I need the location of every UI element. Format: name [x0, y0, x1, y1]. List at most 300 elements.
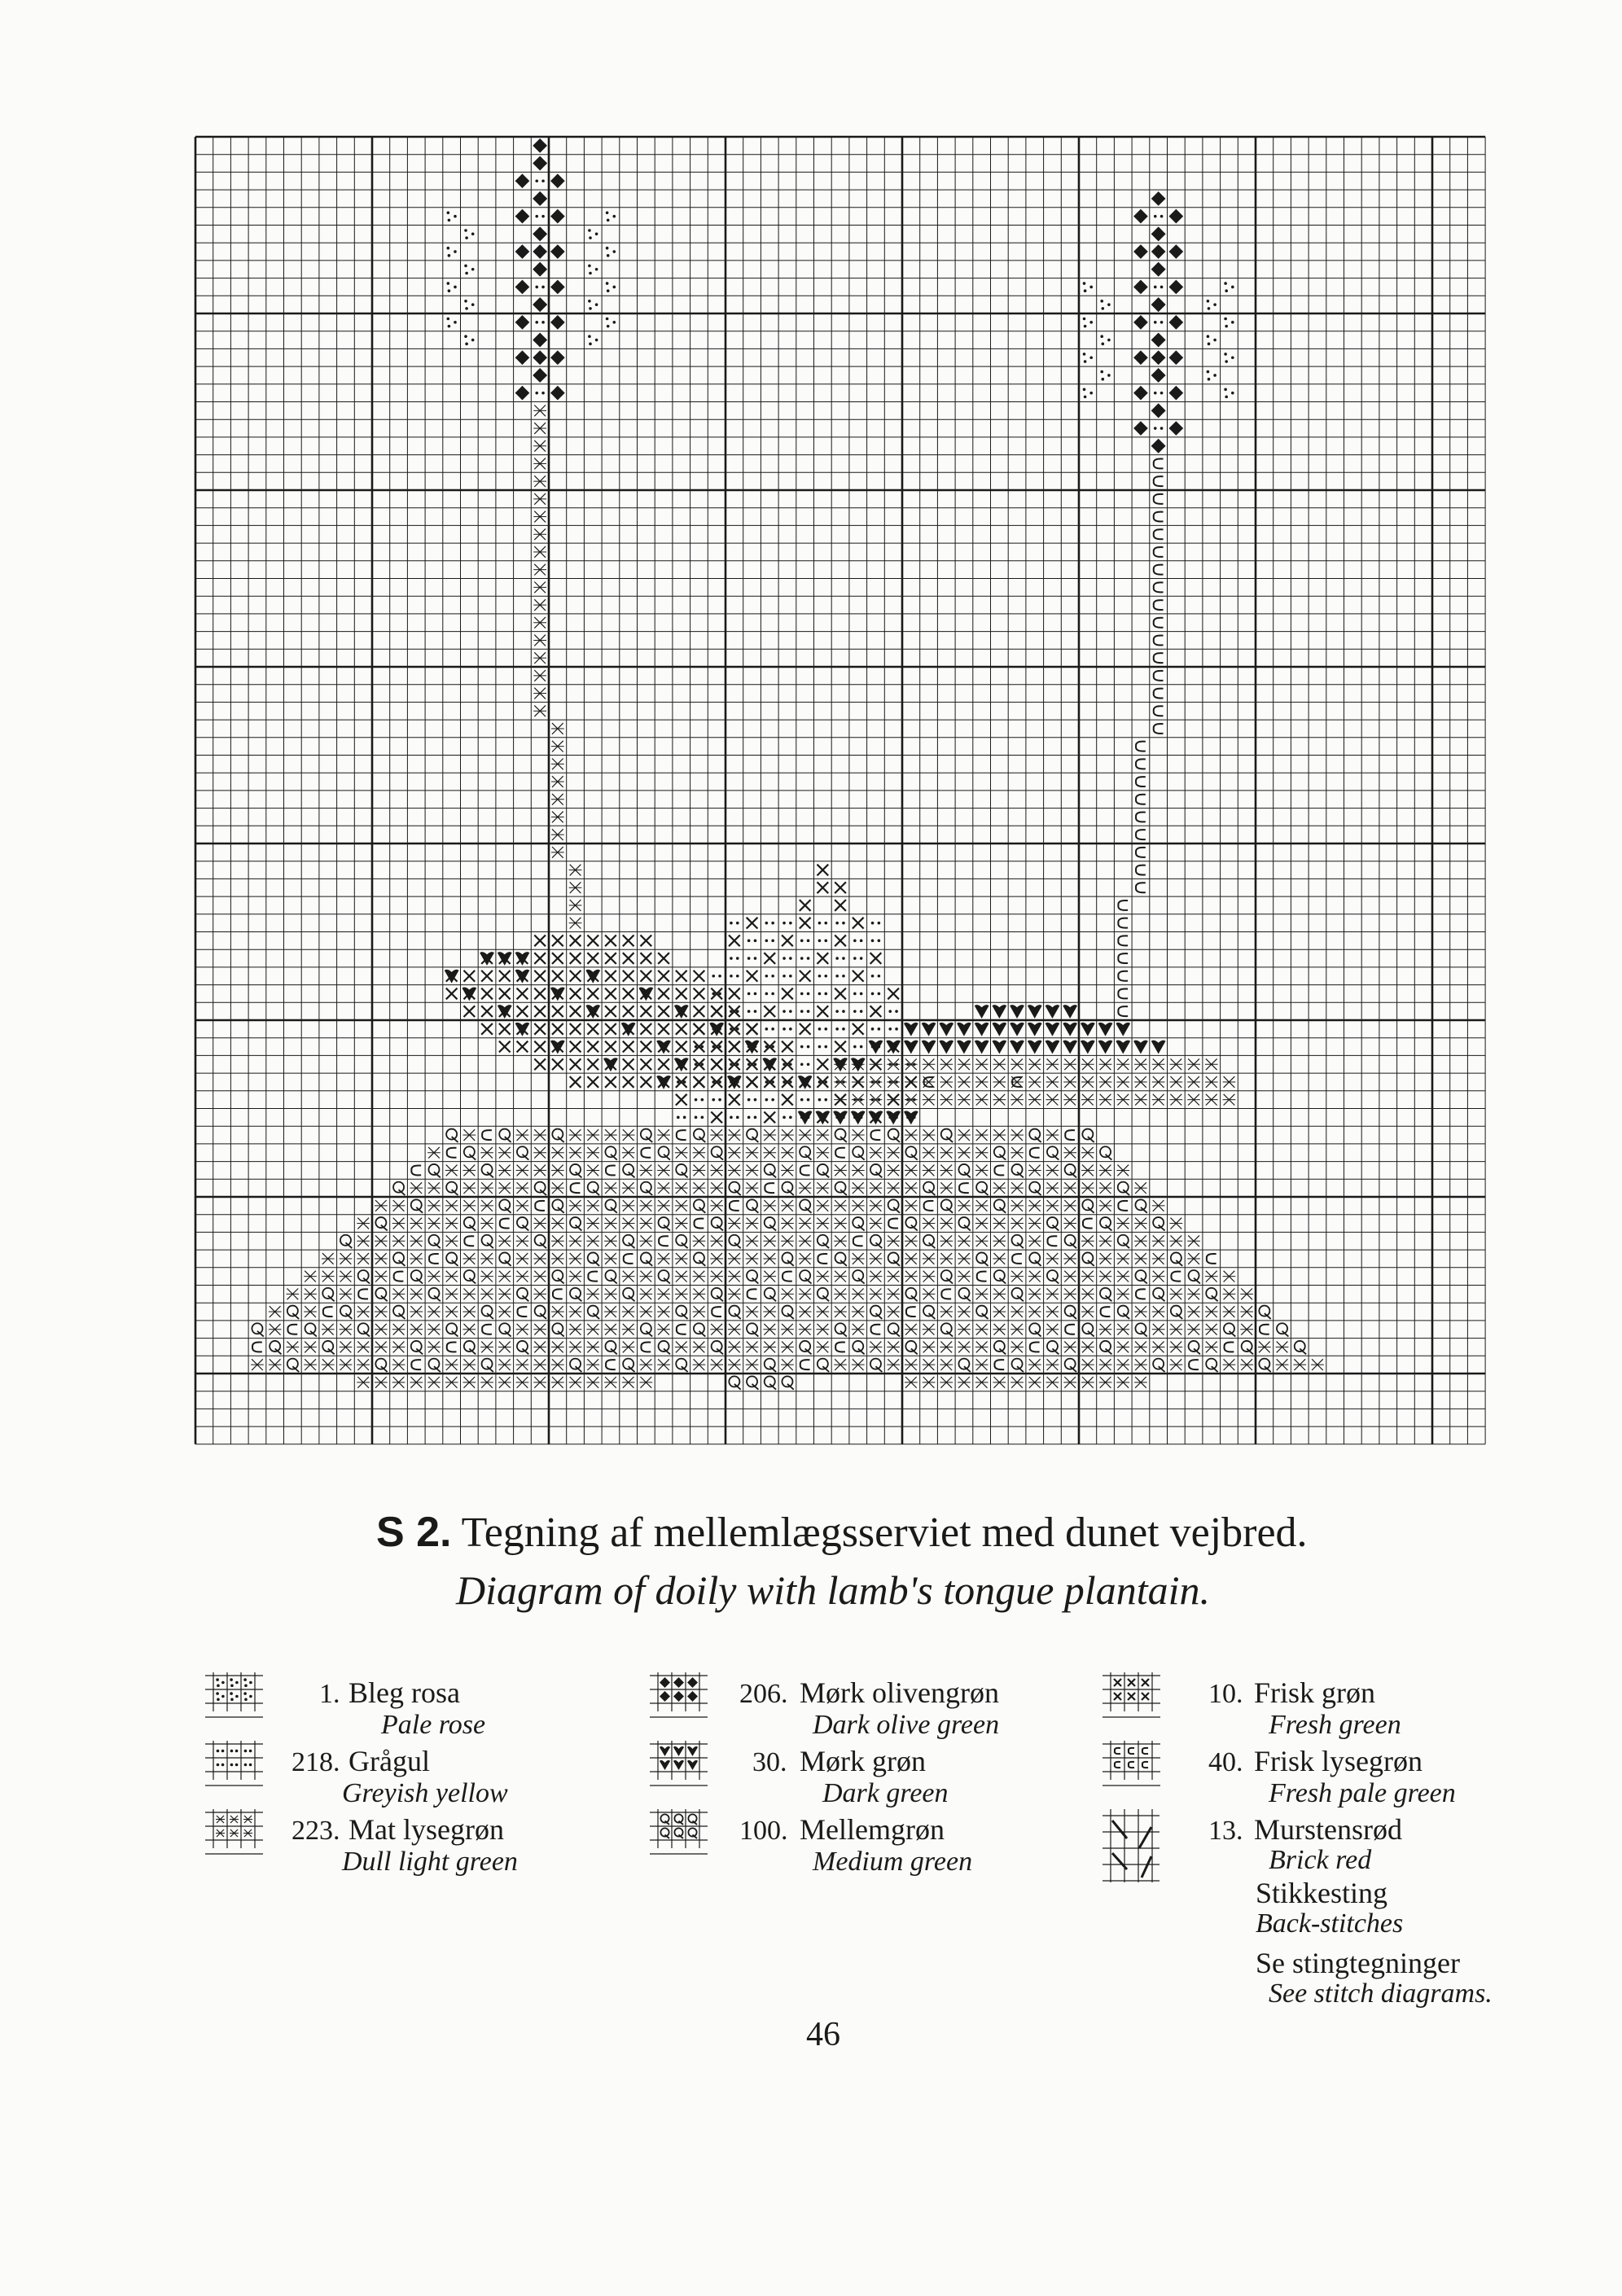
stitch-mark: [888, 1252, 900, 1265]
stitch-mark: [498, 1182, 511, 1194]
stitch-mark: [781, 1342, 794, 1353]
stitch-mark: [1133, 386, 1148, 401]
stitch-mark: [464, 1341, 476, 1354]
stitch-mark: [515, 386, 530, 401]
stitch-mark: [871, 940, 880, 943]
stitch-mark: [1010, 1306, 1024, 1317]
stitch-mark: [1116, 1342, 1129, 1353]
stitch-mark: [799, 1324, 812, 1335]
stitch-mark: [375, 1217, 387, 1230]
stitch-mark: [1081, 1023, 1095, 1036]
stitch-mark: [800, 1023, 811, 1035]
stitch-mark: [1136, 883, 1146, 892]
stitch-mark: [922, 1041, 936, 1054]
stitch-mark: [605, 1006, 616, 1017]
stitch-mark: [1223, 1094, 1236, 1106]
stitch-mark: [729, 1235, 740, 1248]
stitch-mark: [641, 971, 652, 982]
stitch-mark: [570, 953, 581, 964]
stitch-mark: [1010, 1324, 1024, 1335]
stitch-mark: [1029, 1252, 1041, 1265]
stitch-mark: [392, 1200, 406, 1212]
stitch-mark: [799, 1289, 812, 1300]
stitch-mark: [1134, 1359, 1147, 1370]
stitch-mark: [1187, 1324, 1200, 1335]
stitch-mark: [464, 1146, 476, 1159]
stitch-mark: [1223, 1076, 1236, 1088]
stitch-mark: [993, 1306, 1006, 1317]
stitch-mark: [781, 1359, 794, 1370]
stitch-mark: [1223, 1359, 1236, 1370]
stitch-mark: [623, 1058, 634, 1070]
stitch-mark: [1207, 1254, 1216, 1264]
stitch-mark: [728, 1253, 741, 1264]
stitch-mark: [853, 1023, 864, 1035]
stitch-mark: [835, 922, 844, 925]
stitch-mark: [1134, 1377, 1147, 1388]
stitch-mark: [870, 953, 882, 964]
stitch-mark: [904, 1111, 918, 1124]
stitch-mark: [887, 1147, 900, 1159]
stitch-mark: [533, 617, 546, 629]
stitch-mark: [550, 386, 565, 401]
legend-swatch-dark-green: [642, 1741, 723, 1790]
stitch-mark: [853, 1236, 863, 1246]
stitch-mark: [340, 1289, 353, 1300]
stitch-mark: [1154, 618, 1164, 628]
chart-grid: [195, 137, 1485, 1444]
stitch-mark: [533, 350, 547, 365]
stitch-mark: [641, 1023, 652, 1035]
stitch-mark: [516, 1200, 529, 1212]
stitch-mark: [304, 1342, 317, 1353]
stitch-mark: [1083, 1219, 1093, 1229]
stitch-mark: [322, 1324, 335, 1335]
stitch-mark: [1223, 1306, 1236, 1317]
stitch-mark: [940, 1235, 953, 1247]
stitch-mark: [1151, 262, 1166, 277]
stitch-mark: [1081, 1359, 1094, 1370]
stitch-mark: [1295, 1341, 1306, 1354]
stitch-mark: [1010, 1200, 1024, 1212]
stitch-mark: [887, 1271, 900, 1282]
stitch-mark: [782, 1182, 793, 1195]
stitch-mark: [1152, 1306, 1165, 1317]
stitch-mark: [482, 1164, 493, 1177]
stitch-mark: [1116, 1377, 1129, 1388]
stitch-mark: [570, 971, 581, 982]
stitch-mark: [729, 1094, 740, 1106]
stitch-mark: [482, 1130, 492, 1140]
stitch-mark: [851, 1111, 866, 1124]
legend-color-name: Frisk grøn: [1254, 1676, 1376, 1709]
chart-stitches: [251, 138, 1324, 1390]
stitch-mark: [1154, 494, 1164, 504]
stitch-mark: [1012, 1254, 1022, 1264]
stitch-mark: [1118, 1006, 1128, 1016]
stitch-mark: [800, 1010, 809, 1013]
stitch-mark: [746, 1306, 759, 1317]
stitch-mark: [693, 1271, 706, 1282]
stitch-mark: [533, 511, 546, 523]
stitch-mark: [323, 1307, 333, 1317]
stitch-mark: [410, 1306, 423, 1317]
stitch-mark: [533, 244, 547, 259]
stitch-mark: [322, 1288, 334, 1301]
stitch-mark: [1099, 1271, 1112, 1282]
stitch-mark: [888, 1028, 897, 1031]
stitch-mark: [941, 1270, 953, 1283]
stitch-mark: [1189, 1270, 1200, 1283]
stitch-mark: [604, 1306, 617, 1317]
stitch-mark: [765, 992, 774, 996]
stitch-mark: [482, 1235, 493, 1248]
stitch-mark: [1118, 988, 1128, 998]
stitch-mark: [551, 1235, 564, 1247]
stitch-mark: [445, 1289, 458, 1300]
stitch-mark: [1135, 1270, 1146, 1283]
stitch-mark: [641, 1058, 652, 1070]
stitch-mark: [975, 1076, 989, 1088]
stitch-mark: [605, 1041, 616, 1053]
caption-english: Diagram of doily with lamb's tongue plantain.: [456, 1567, 1210, 1613]
stitch-mark: [304, 1289, 317, 1300]
stitch-mark: [464, 265, 474, 275]
stitch-mark: [923, 1147, 936, 1159]
stitch-mark: [622, 1200, 635, 1212]
stitch-mark: [1206, 1359, 1217, 1372]
stitch-mark: [1010, 1218, 1024, 1229]
stitch-mark: [392, 1218, 406, 1229]
stitch-mark: [569, 1235, 582, 1247]
stitch-mark: [357, 1377, 370, 1388]
stitch-mark: [1083, 318, 1093, 328]
stitch-mark: [781, 1218, 794, 1229]
stitch-mark: [782, 1306, 793, 1319]
stitch-mark: [357, 1218, 370, 1229]
stitch-mark: [624, 1254, 633, 1264]
stitch-mark: [888, 988, 899, 1000]
stitch-mark: [1099, 1182, 1112, 1194]
stitch-mark: [781, 1324, 794, 1335]
stitch-mark: [957, 1041, 971, 1054]
stitch-mark: [1065, 1306, 1076, 1319]
stitch-mark: [1010, 1058, 1024, 1070]
stitch-mark: [1151, 368, 1166, 383]
stitch-mark: [1046, 1076, 1059, 1088]
stitch-mark: [463, 1182, 476, 1194]
stitch-mark: [958, 1288, 970, 1301]
stitch-mark: [1100, 335, 1110, 345]
stitch-mark: [552, 1270, 563, 1283]
stitch-mark: [694, 988, 705, 1000]
legend-color-name: Grågul: [349, 1745, 430, 1777]
stitch-mark: [905, 1076, 918, 1088]
stitch-mark: [1082, 1252, 1094, 1265]
stitch-mark: [710, 1200, 723, 1212]
stitch-mark: [675, 1271, 688, 1282]
stitch-mark: [799, 1235, 812, 1247]
stitch-mark: [1116, 1165, 1129, 1176]
stitch-mark: [800, 992, 809, 996]
stitch-mark: [551, 1147, 564, 1159]
stitch-mark: [1028, 1218, 1041, 1229]
stitch-mark: [534, 935, 546, 947]
stitch-mark: [1152, 1200, 1165, 1212]
stitch-mark: [622, 1182, 635, 1194]
stitch-mark: [533, 688, 546, 699]
stitch-mark: [712, 1288, 723, 1301]
stitch-mark: [1134, 1218, 1147, 1229]
stitch-mark: [871, 922, 880, 925]
stitch-mark: [887, 1342, 900, 1353]
stitch-mark: [535, 286, 544, 289]
stitch-mark: [763, 1253, 776, 1264]
stitch-mark: [835, 935, 846, 947]
stitch-mark: [1151, 297, 1166, 312]
stitch-mark: [552, 1199, 563, 1212]
stitch-mark: [923, 1129, 936, 1141]
stitch-mark: [480, 1271, 493, 1282]
backstitch-label-english: Back-stitches: [1256, 1908, 1404, 1939]
stitch-mark: [641, 1041, 652, 1053]
stitch-mark: [535, 321, 544, 324]
stitch-mark: [747, 971, 758, 982]
stitch-mark: [570, 935, 581, 947]
stitch-mark: [658, 971, 669, 982]
stitch-mark: [1187, 1306, 1200, 1317]
stitch-mark: [1258, 1342, 1271, 1353]
stitch-mark: [429, 1254, 439, 1264]
stitch-mark: [1116, 1289, 1129, 1300]
stitch-mark: [799, 1218, 812, 1229]
stitch-mark: [677, 1325, 686, 1334]
stitch-mark: [746, 1342, 759, 1353]
stitch-mark: [940, 1182, 953, 1194]
stitch-mark: [835, 1252, 847, 1265]
stitch-mark: [1081, 1041, 1095, 1054]
stitch-mark: [728, 1271, 741, 1282]
stitch-mark: [1118, 971, 1128, 981]
stitch-mark: [1046, 1165, 1059, 1176]
stitch-mark: [1187, 1076, 1200, 1088]
stitch-mark: [1205, 1306, 1218, 1317]
stitch-mark: [1099, 1165, 1112, 1176]
stitch-mark: [940, 1147, 953, 1159]
stitch-mark: [482, 1306, 493, 1319]
stitch-mark: [887, 1094, 900, 1106]
stitch-mark: [586, 1129, 599, 1141]
stitch-mark: [835, 988, 846, 1000]
stitch-mark: [252, 1323, 263, 1336]
stitch-mark: [427, 1182, 441, 1194]
stitch-mark: [870, 1182, 883, 1194]
stitch-mark: [923, 1165, 936, 1176]
stitch-mark: [375, 1342, 388, 1353]
stitch-mark: [569, 1324, 582, 1335]
stitch-mark: [1063, 1271, 1076, 1282]
stitch-mark: [1224, 353, 1234, 363]
stitch-mark: [676, 1306, 687, 1319]
stitch-mark: [623, 971, 634, 982]
stitch-mark: [1116, 1359, 1129, 1370]
caption-danish: Tegning af mellemlægsserviet med dunet vejbred.: [461, 1509, 1308, 1556]
stitch-mark: [605, 1270, 616, 1283]
stitch-mark: [1154, 635, 1164, 645]
stitch-mark: [834, 1076, 847, 1088]
stitch-mark: [375, 1253, 388, 1264]
stitch-mark: [729, 1376, 740, 1389]
stitch-mark: [375, 1288, 387, 1301]
stitch-mark: [905, 1146, 917, 1159]
stitch-mark: [659, 1146, 670, 1159]
stitch-mark: [818, 992, 827, 996]
stitch-mark: [1099, 1235, 1112, 1247]
stitch-mark: [870, 1253, 883, 1264]
stitch-mark: [498, 1342, 511, 1353]
legend-color-name: Mørk olivengrøn: [800, 1676, 999, 1709]
stitch-mark: [499, 1023, 511, 1035]
stitch-mark: [534, 1006, 546, 1017]
stitch-mark: [1116, 1253, 1129, 1264]
stitch-mark: [657, 1200, 670, 1212]
stitch-mark: [533, 475, 546, 487]
stitch-mark: [570, 1288, 581, 1301]
stitch-mark: [1100, 1146, 1111, 1159]
stitch-mark: [623, 1041, 634, 1053]
stitch-mark: [1136, 777, 1146, 787]
stitch-mark: [676, 1164, 687, 1177]
stitch-mark: [515, 209, 530, 224]
stitch-mark: [800, 918, 811, 929]
stitch-mark: [623, 1164, 634, 1177]
stitch-mark: [517, 1146, 528, 1159]
stitch-mark: [1118, 1306, 1129, 1319]
stitch-mark: [392, 1359, 406, 1370]
stitch-mark: [533, 1165, 546, 1176]
stitch-mark: [641, 1129, 652, 1142]
stitch-mark: [746, 1147, 759, 1159]
stitch-mark: [710, 1235, 723, 1247]
legend-color-english: Fresh pale green: [1269, 1778, 1456, 1808]
stitch-mark: [446, 1252, 458, 1265]
stitch-mark: [993, 1129, 1006, 1141]
stitch-mark: [887, 1165, 900, 1176]
stitch-mark: [1170, 1324, 1183, 1335]
stitch-mark: [800, 1199, 811, 1212]
stitch-mark: [533, 227, 547, 242]
stitch-mark: [1116, 1094, 1129, 1106]
stitch-mark: [480, 1289, 493, 1300]
stitch-mark: [1151, 404, 1166, 418]
stitch-mark: [695, 1098, 704, 1102]
stitch-mark: [834, 1200, 847, 1212]
stitch-mark: [658, 953, 669, 964]
stitch-mark: [1242, 1341, 1253, 1354]
stitch-mark: [1260, 1325, 1269, 1334]
stitch-mark: [375, 1200, 388, 1212]
stitch-mark: [1030, 1148, 1040, 1158]
stitch-mark: [622, 1129, 635, 1141]
stitch-mark: [322, 1253, 335, 1264]
stitch-mark: [817, 1182, 830, 1194]
stitch-mark: [800, 1165, 810, 1175]
stitch-mark: [1151, 244, 1166, 259]
stitch-mark: [834, 1289, 847, 1300]
stitch-mark: [1081, 1306, 1094, 1317]
stitch-mark: [1116, 1271, 1129, 1282]
stitch-mark: [464, 229, 474, 239]
stitch-mark: [533, 423, 546, 434]
stitch-mark: [834, 1359, 847, 1370]
stitch-mark: [587, 1058, 598, 1070]
stitch-mark: [623, 953, 634, 964]
stitch-mark: [765, 1098, 774, 1102]
stitch-mark: [516, 1271, 529, 1282]
stitch-mark: [427, 1200, 441, 1212]
stitch-mark: [799, 1306, 812, 1317]
stitch-mark: [1133, 421, 1148, 436]
stitch-mark: [1081, 1342, 1094, 1353]
figure-code: S 2.: [376, 1509, 452, 1556]
stitch-mark: [588, 1182, 599, 1195]
stitch-mark: [445, 1306, 458, 1317]
stitch-mark: [445, 1235, 458, 1247]
stitch-mark: [730, 922, 739, 925]
stitch-mark: [1170, 1342, 1183, 1353]
legend-swatch-medium-green: [642, 1809, 723, 1858]
stitch-mark: [392, 1235, 406, 1247]
stitch-mark: [428, 1235, 440, 1248]
stitch-mark: [1225, 1342, 1234, 1352]
stitch-mark: [957, 1023, 971, 1036]
stitch-mark: [958, 1200, 971, 1212]
stitch-mark: [550, 244, 565, 259]
stitch-mark: [1010, 1005, 1024, 1019]
stitch-mark: [657, 1289, 670, 1300]
stitch-mark: [1029, 1182, 1041, 1195]
stitch-mark: [993, 1235, 1006, 1247]
stitch-mark: [1224, 318, 1234, 328]
stitch-mark: [1240, 1359, 1253, 1370]
stitch-mark: [1154, 671, 1164, 681]
stitch-mark: [657, 1129, 670, 1141]
stitch-mark: [586, 1147, 599, 1159]
stitch-mark: [1081, 1165, 1094, 1176]
stitch-mark: [550, 280, 565, 295]
stitch-mark: [533, 440, 546, 452]
stitch-mark: [498, 1235, 511, 1247]
stitch-mark: [463, 1129, 476, 1141]
stitch-mark: [693, 1235, 706, 1247]
stitch-mark: [1152, 1094, 1165, 1106]
stitch-mark: [923, 1289, 936, 1300]
stitch-mark: [1012, 1288, 1024, 1301]
stitch-mark: [905, 1165, 918, 1176]
stitch-mark: [746, 1165, 759, 1176]
stitch-mark: [1010, 1129, 1024, 1141]
stitch-mark: [1100, 370, 1110, 381]
stitch-mark: [800, 1360, 810, 1369]
stitch-mark: [498, 1271, 511, 1282]
stitch-mark: [1028, 1005, 1042, 1019]
stitch-mark: [604, 1324, 617, 1335]
stitch-mark: [694, 1023, 705, 1035]
stitch-mark: [783, 975, 791, 978]
stitch-mark: [533, 1359, 546, 1370]
stitch-mark: [447, 212, 457, 222]
stitch-mark: [605, 1023, 616, 1035]
